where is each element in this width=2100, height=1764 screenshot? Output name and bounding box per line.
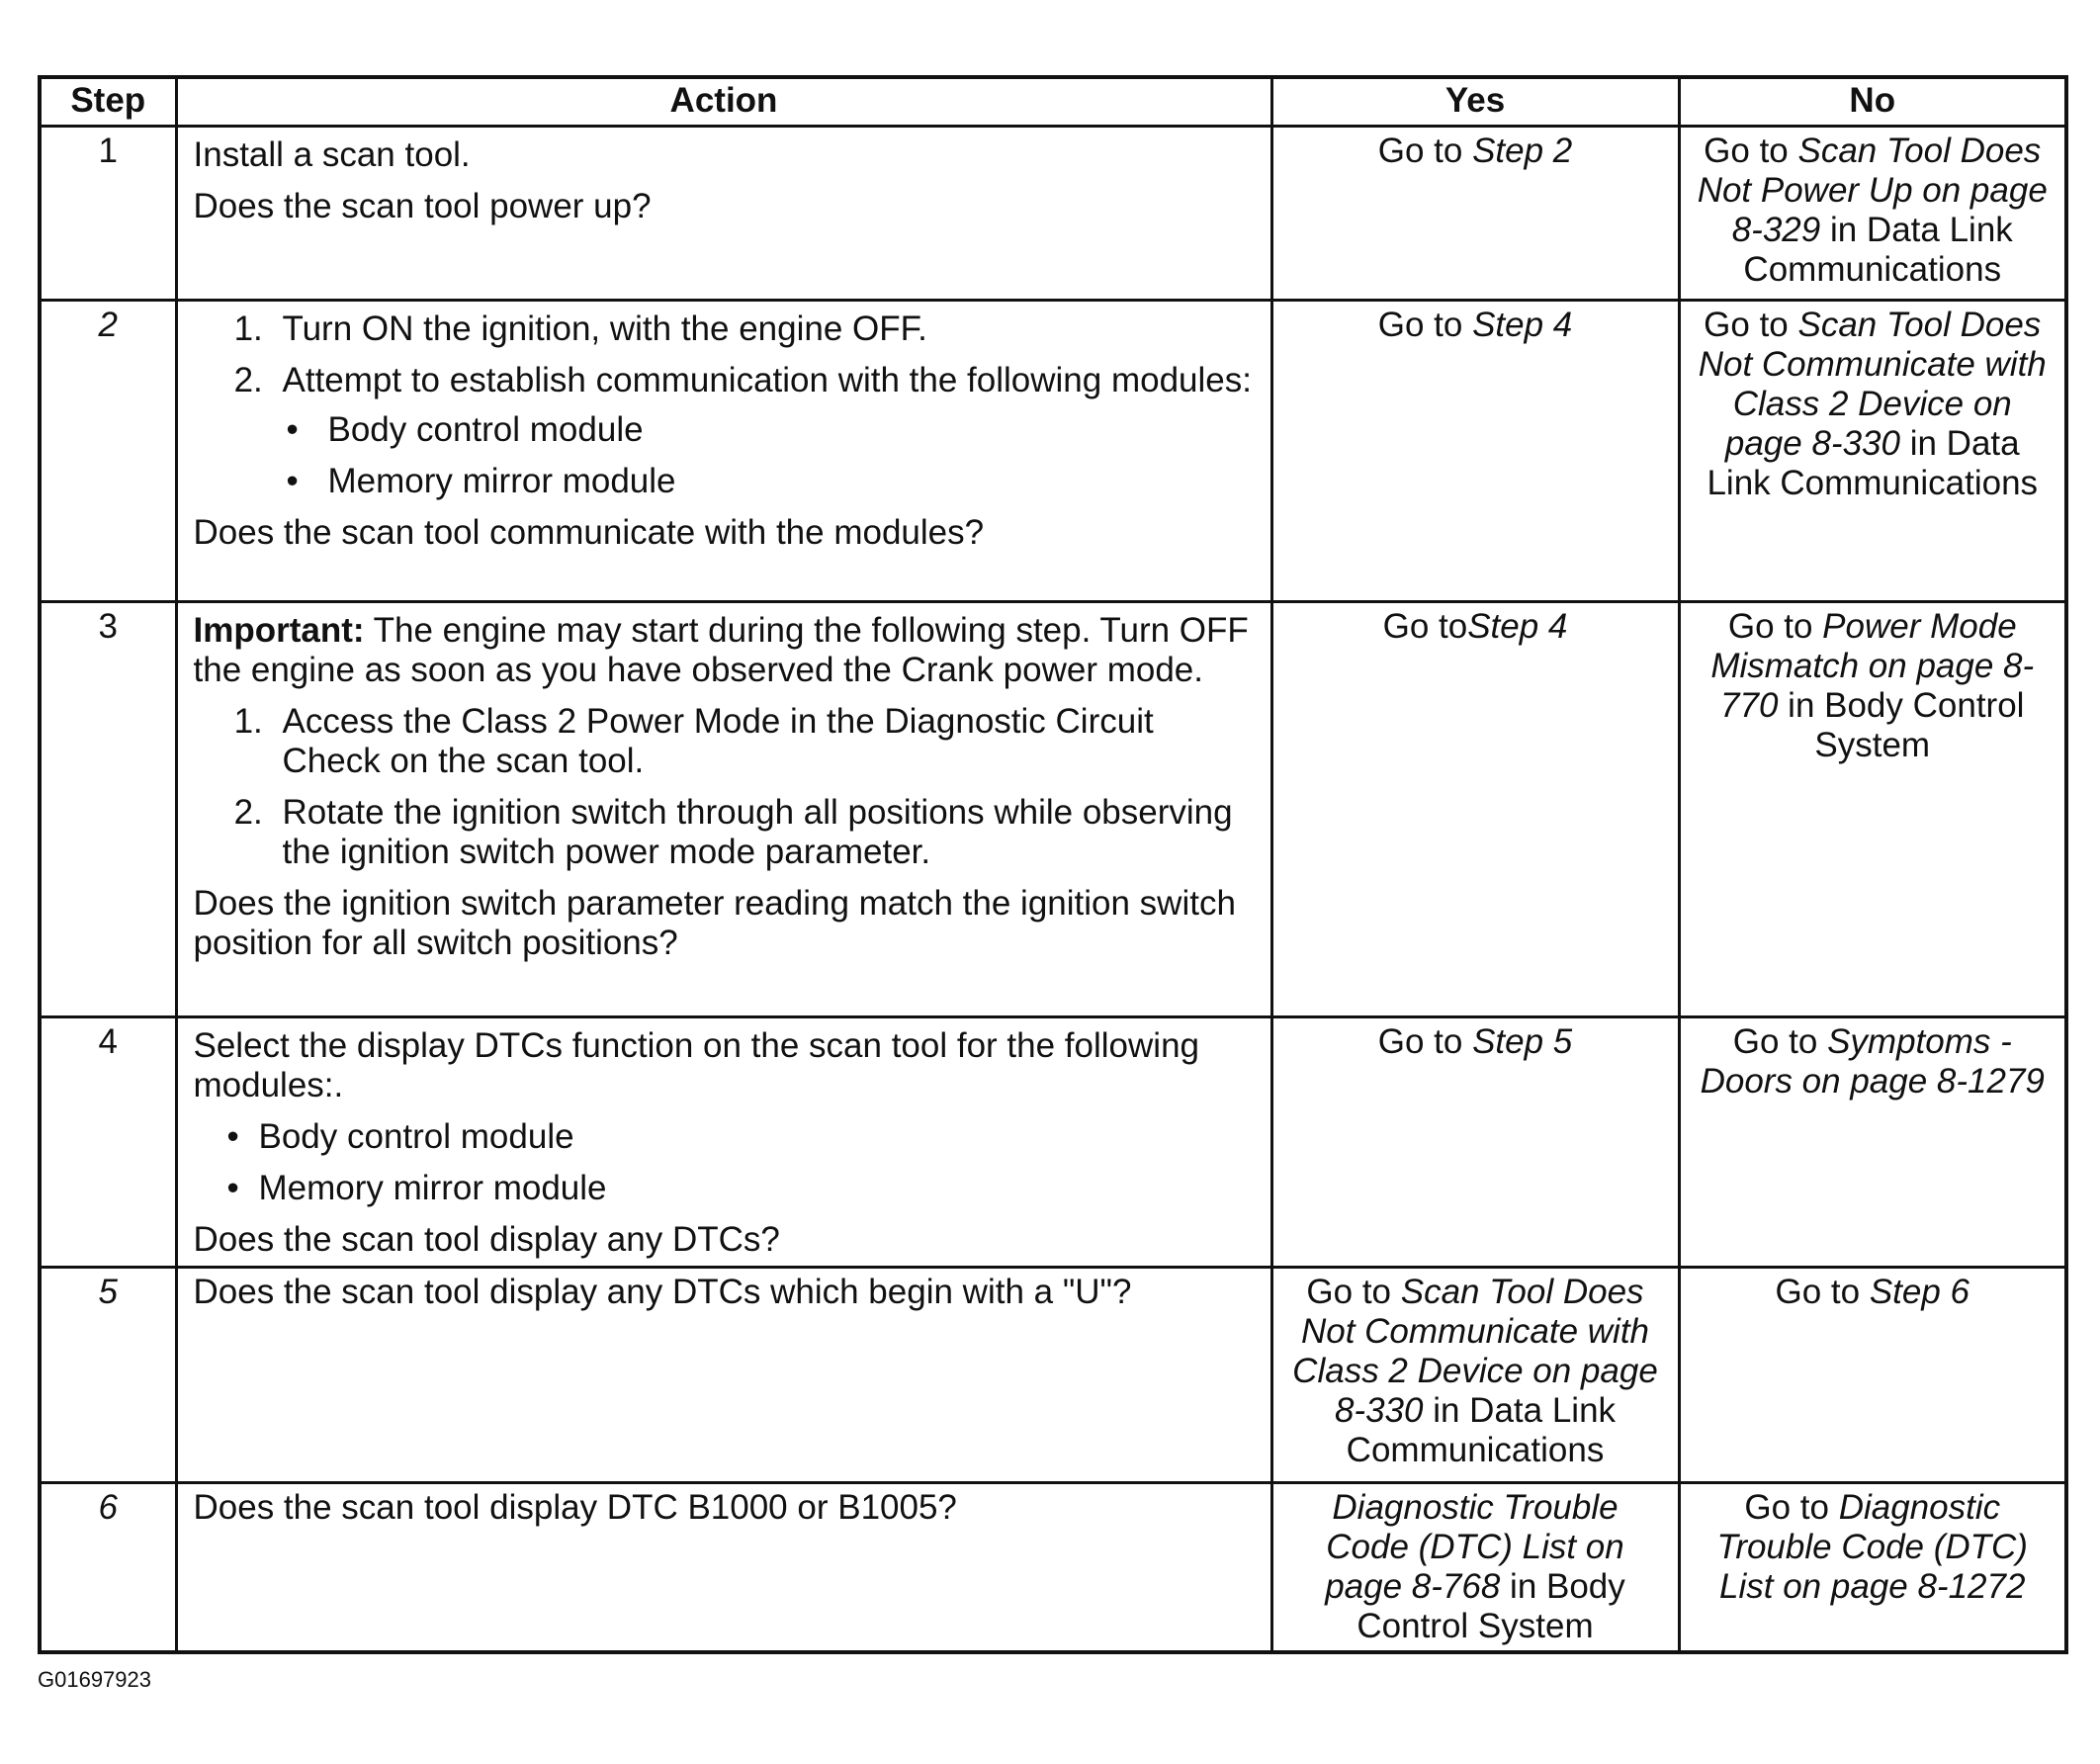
no-cell — [1679, 127, 2066, 301]
yes-cell — [1271, 602, 1679, 1017]
table-row-step-4 — [40, 1017, 2066, 1268]
table-row-step-5 — [40, 1268, 2066, 1483]
action-question: Does the ignition switch parameter reading match the ignition switch position for all switch positions? — [193, 884, 1236, 962]
action-step-item: 1. Turn ON the ignition, with the engine OFF. — [273, 309, 1255, 349]
no-reference-link[interactable]: Step 6 — [1869, 1273, 1970, 1311]
yes-cell — [1271, 1017, 1679, 1268]
no-suffix: in Data Link Communications — [1743, 211, 2013, 289]
no-prefix: Go to — [1727, 607, 1823, 646]
important-note — [194, 611, 1255, 690]
action-question: Does the scan tool power up? — [193, 187, 652, 225]
important-label: Important: — [193, 611, 365, 650]
table-row-step-1 — [40, 127, 2066, 301]
yes-prefix: Go to — [1377, 1022, 1473, 1061]
module-bullet-list — [194, 1117, 1255, 1208]
yes-reference-link[interactable]: Step 5 — [1472, 1022, 1573, 1061]
no-cell — [1679, 1017, 2066, 1268]
yes-prefix: Go to — [1377, 132, 1473, 170]
header-no: No — [1679, 77, 2066, 127]
no-prefix: Go to — [1775, 1273, 1870, 1311]
no-prefix: Go to — [1744, 1488, 1839, 1527]
yes-reference-link[interactable]: Step 4 — [1472, 306, 1573, 344]
no-prefix: Go to — [1704, 132, 1798, 170]
no-reference-link[interactable]: Scan Tool Does Not Power Up on page 8-329 — [1697, 132, 2048, 249]
figure-id: G01697923 — [38, 1667, 151, 1692]
action-steps-list — [194, 309, 1255, 501]
no-cell — [1679, 1268, 2066, 1483]
action-step-item: 1. Access the Class 2 Power Mode in the Diagnostic Circuit Check on the scan tool. — [273, 702, 1255, 781]
no-cell — [1679, 301, 2066, 602]
yes-prefix: Go to — [1306, 1273, 1401, 1311]
table-header-row — [40, 77, 2066, 127]
yes-cell — [1271, 1483, 1679, 1653]
action-text: Select the display DTCs function on the scan tool for the following modules:. — [193, 1026, 1199, 1104]
step-number: 3 — [40, 602, 176, 1017]
yes-reference-link[interactable]: Scan Tool Does Not Communicate with Class 2 Device on page 8-330 — [1292, 1273, 1658, 1430]
no-cell — [1679, 1483, 2066, 1653]
yes-prefix: Go to — [1382, 607, 1468, 646]
action-question: Does the scan tool communicate with the modules? — [193, 513, 985, 552]
bullet-item: • Body control module — [318, 410, 1255, 450]
yes-cell — [1271, 127, 1679, 301]
action-cell — [176, 602, 1271, 1017]
bullet-item: • Memory mirror module — [259, 1169, 1255, 1208]
diagnostic-table — [38, 75, 2068, 1654]
no-prefix: Go to — [1732, 1022, 1828, 1061]
no-cell — [1679, 602, 2066, 1017]
action-question: Does the scan tool display DTC B1000 or B1005? — [193, 1488, 957, 1527]
table-row-step-2 — [40, 301, 2066, 602]
no-reference-link[interactable]: Symptoms - Doors on page 8-1279 — [1700, 1022, 2045, 1101]
yes-prefix: Go to — [1377, 306, 1473, 344]
action-cell — [176, 1268, 1271, 1483]
action-steps-list — [194, 702, 1255, 872]
action-step-item: 2. Rotate the ignition switch through all positions while observing the ignition switch power mode parameter. — [273, 793, 1255, 872]
no-prefix: Go to — [1704, 306, 1798, 344]
yes-cell — [1271, 301, 1679, 602]
action-cell — [176, 301, 1271, 602]
header-step: Step — [40, 77, 176, 127]
no-reference-link[interactable]: Diagnostic Trouble Code (DTC) List on page 8-1272 — [1716, 1488, 2028, 1606]
step-number: 4 — [40, 1017, 176, 1268]
step-number: 5 — [40, 1268, 176, 1483]
yes-cell — [1271, 1268, 1679, 1483]
action-cell — [176, 1017, 1271, 1268]
header-yes: Yes — [1271, 77, 1679, 127]
table-row-step-6 — [40, 1483, 2066, 1653]
header-action: Action — [176, 77, 1271, 127]
bullet-item: • Memory mirror module — [318, 462, 1255, 501]
action-question: Does the scan tool display any DTCs? — [193, 1220, 780, 1259]
yes-reference-link[interactable]: Step 2 — [1472, 132, 1573, 170]
action-question: Does the scan tool display any DTCs which begin with a "U"? — [193, 1273, 1132, 1311]
action-step-text: Attempt to establish communication with the following modules: — [282, 361, 1252, 399]
action-cell — [176, 1483, 1271, 1653]
yes-suffix: in Body Control System — [1356, 1567, 1625, 1645]
yes-suffix: in Data Link Communications — [1346, 1391, 1617, 1469]
bullet-item: • Body control module — [259, 1117, 1255, 1157]
step-number: 2 — [40, 301, 176, 602]
module-bullet-list — [283, 410, 1255, 501]
step-number: 6 — [40, 1483, 176, 1653]
action-text: Install a scan tool. — [193, 135, 471, 174]
yes-reference-link[interactable]: Step 4 — [1467, 607, 1568, 646]
no-reference-link[interactable]: Scan Tool Does Not Communicate with Class 2 Device on page 8-330 — [1698, 306, 2047, 463]
step-number: 1 — [40, 127, 176, 301]
no-reference-link[interactable]: Power Mode Mismatch on page 8-770 — [1710, 607, 2035, 725]
yes-reference-link[interactable]: Diagnostic Trouble Code (DTC) List on page 8-768 — [1325, 1488, 1624, 1606]
action-cell — [176, 127, 1271, 301]
important-text: The engine may start during the following step. Turn OFF the engine as soon as you have observed the Crank power mode. — [193, 611, 1249, 689]
table-row-step-3 — [40, 602, 2066, 1017]
action-step-item — [273, 361, 1255, 501]
no-suffix: in Data Link Communications — [1706, 424, 2039, 502]
no-suffix: in Body Control System — [1778, 686, 2025, 764]
